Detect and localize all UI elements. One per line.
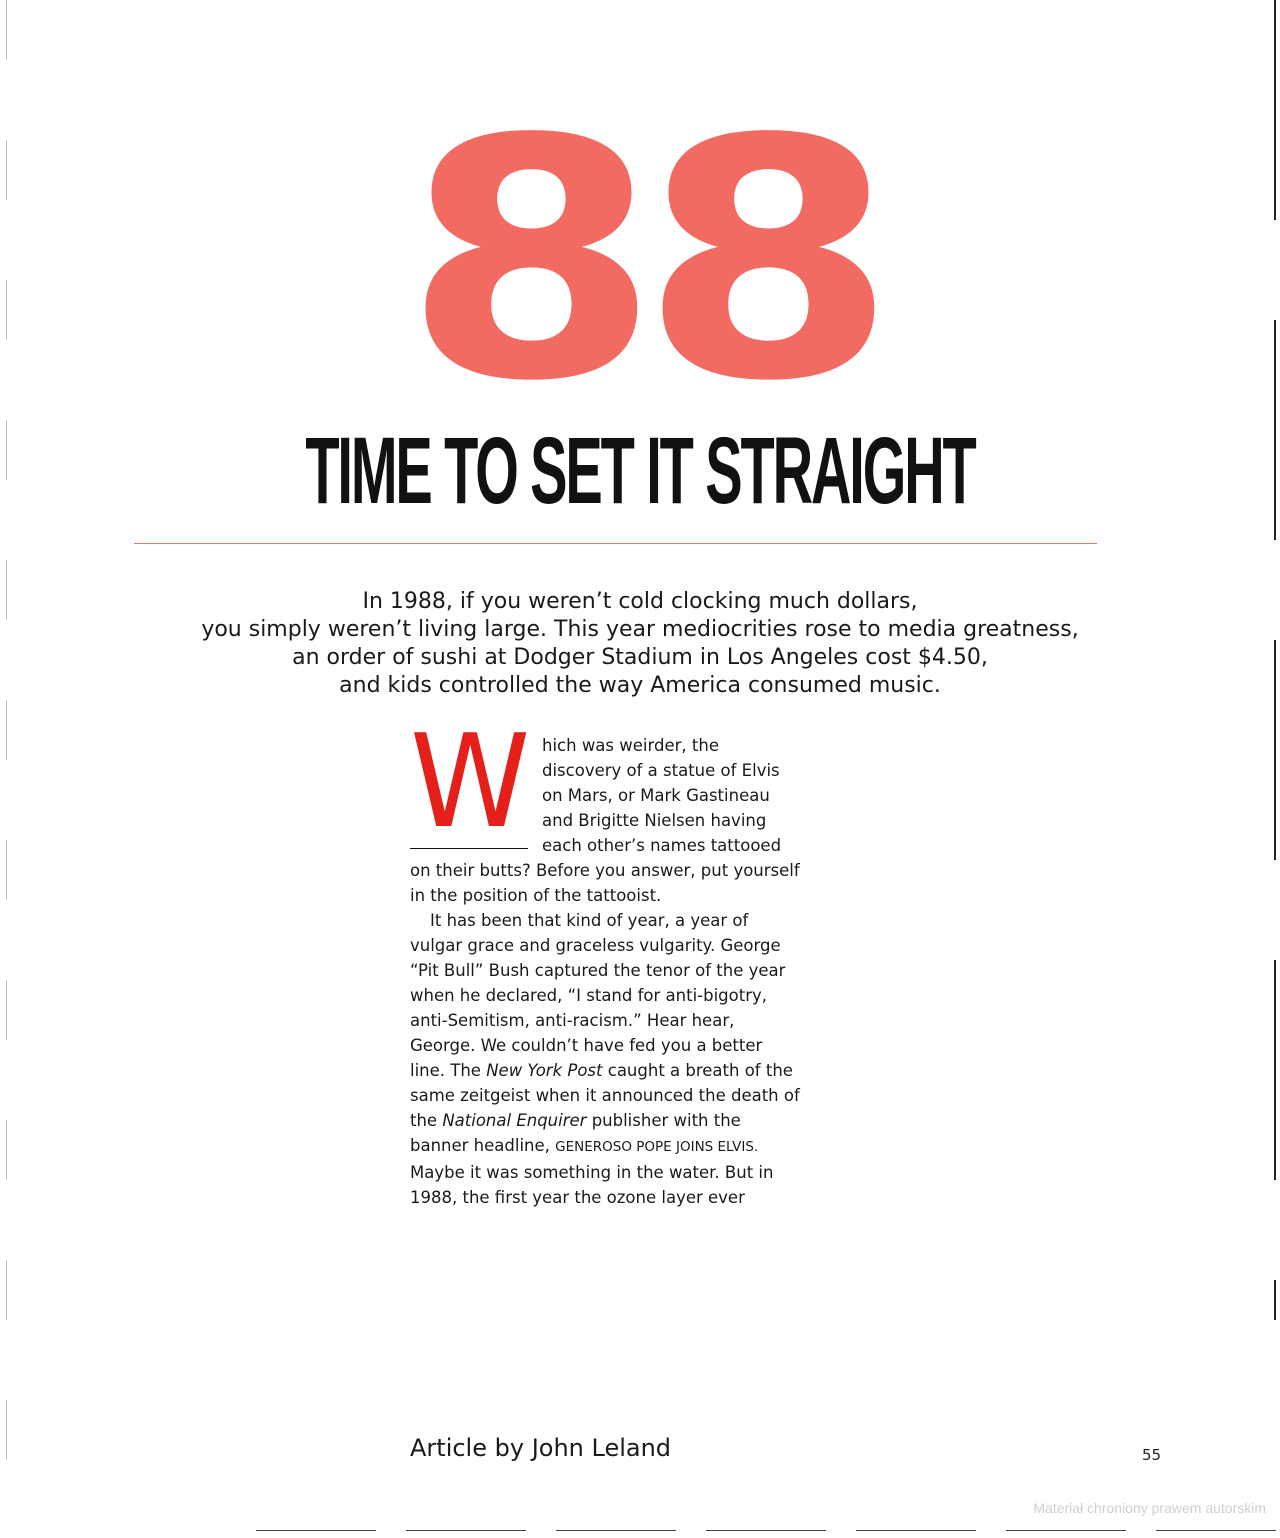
headline-divider	[134, 543, 1097, 544]
article-body	[410, 708, 800, 1210]
scan-edge-bottom	[256, 1530, 1280, 1531]
drop-cap	[410, 708, 531, 857]
paragraph-2-text-a: It has been that kind of year, a year of vulgar grace and graceless vulgarity. George “Pit Bull” Bush captured the tenor of the year when he declared, “I stand for anti-bigotry, anti-Semitism, anti-racism.” Hear hear, George. We couldn’t have fed you a better line. The	[410, 911, 786, 1080]
deck-line-3: an order of sushi at Dodger Stadium in Los Angeles cost $4.50,	[292, 645, 988, 670]
byline: Article by John Leland	[410, 1434, 672, 1462]
copyright-watermark: Materiał chroniony prawem autorskim	[1033, 1500, 1266, 1516]
deck-line-2: you simply weren’t living large. This year mediocrities rose to media greatness,	[201, 617, 1079, 642]
article-paragraph-2	[410, 908, 800, 1210]
intro-deck	[140, 588, 1140, 700]
drop-cap-rule	[410, 848, 528, 849]
year-number-title: 88	[402, 69, 878, 453]
drop-cap-letter: W	[410, 708, 531, 857]
article-paragraph-1: hich was weirder, the discovery of a statue of Elvis on Mars, or Mark Gastineau and Brigitte Nielsen having each other’s names tattooed on their butts? Before you answer, put yourself in the position of the tattooist.	[410, 736, 800, 905]
paragraph-2-text-d: Maybe it was something in the water. But in 1988, the first year the ozone layer ever	[410, 1163, 774, 1207]
deck-line-1: In 1988, if you weren’t cold clocking much dollars,	[362, 589, 918, 614]
publication-name-post: New York Post	[486, 1061, 603, 1080]
page-headline: TIME TO SET IT STRAIGHT	[305, 418, 975, 524]
paragraph-2-text-c: publisher with the banner headline,	[410, 1111, 741, 1155]
publication-name-enquirer: National Enquirer	[442, 1111, 587, 1130]
quoted-headline: GENEROSO POPE JOINS ELVIS.	[555, 1139, 759, 1155]
deck-line-4: and kids controlled the way America consumed music.	[339, 673, 941, 698]
paragraph-2-text-b: caught a breath of the same zeitgeist when it announced the death of the	[410, 1061, 800, 1130]
page-number: 55	[1142, 1446, 1162, 1464]
